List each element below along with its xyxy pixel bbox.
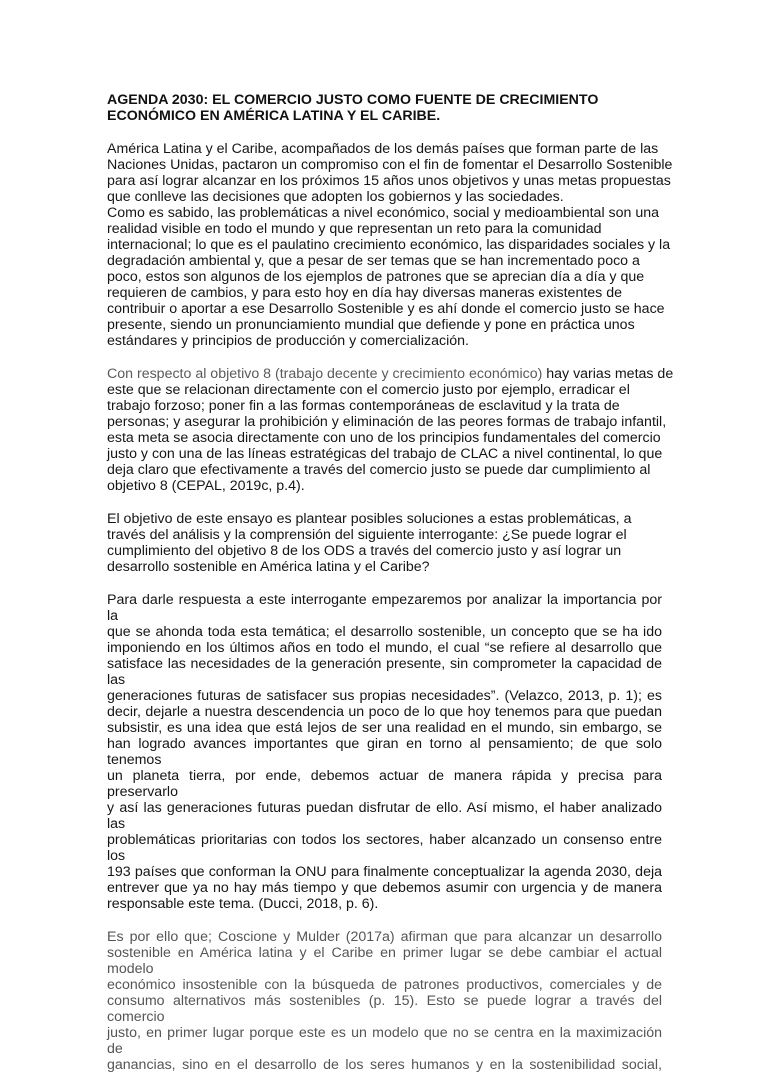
text-line: realidad visible en todo el mundo y que representan un reto para la comunidad <box>107 221 602 237</box>
text-line: satisface las necesidades de la generación presente, sin comprometer la capacidad de las <box>107 656 662 688</box>
text-line: contribuir o aportar a ese Desarrollo Sostenible y es ahí donde el comercio justo se hace <box>107 301 665 317</box>
text-line: económico insostenible con la búsqueda de patrones productivos, comerciales y de <box>107 977 662 993</box>
text-line: Naciones Unidas, pactaron un compromiso con el fin de fomentar el Desarrollo Sostenible <box>107 157 673 173</box>
title-line: ECONÓMICO EN AMÉRICA LATINA Y EL CARIBE. <box>107 108 441 124</box>
text-line: estándares y principios de producción y comercialización. <box>107 333 469 349</box>
text-line: personas; y asegurar la prohibición y eliminación de las peores formas de trabajo infantil, <box>107 414 667 430</box>
text-line: decir, dejarle a nuestra descendencia un poco de lo que hoy tenemos para que puedan <box>107 704 662 720</box>
document-body <box>107 92 674 1090</box>
text-line: cumplimiento del objetivo 8 de los ODS a través del comercio justo y así lograr un <box>107 543 622 559</box>
text-line: El objetivo de este ensayo es plantear posibles soluciones a estas problemáticas, a <box>107 511 632 527</box>
text-line: esta meta se asocia directamente con uno de los principios fundamentales del comercio <box>107 430 661 446</box>
text-line: consumo alternativos más sostenibles (p. 15). Esto se puede lograr a través del comercio <box>107 993 662 1025</box>
text-line: justo y con una de las líneas estratégicas del trabajo de CLAC a nivel continental, lo que <box>107 446 663 462</box>
text-line: Es por ello que; Coscione y Mulder (2017a) afirman que para alcanzar un desarrollo <box>107 929 662 945</box>
text-line: entrever que ya no hay más tiempo y que debemos asumir con urgencia y de manera <box>107 880 662 896</box>
text-line: desarrollo sostenible en América latina y el Caribe? <box>107 559 430 575</box>
paragraph-intro <box>107 141 673 205</box>
paragraph-sustainable-development <box>107 592 662 912</box>
text-line: objetivo 8 (CEPAL, 2019c, p.4). <box>107 478 305 494</box>
text-line: sostenible en América latina y el Caribe en primer lugar se debe cambiar el actual modelo <box>107 945 662 977</box>
text-line: problemáticas prioritarias con todos los sectores, haber alcanzado un consenso entre los <box>107 832 662 864</box>
text-line: generaciones futuras de satisfacer sus propias necesidades”. (Velazco, 2013, p. 1); es <box>107 688 662 704</box>
text-line: requieren de cambios, y para esto hoy en día hay diversas maneras existentes de <box>107 285 622 301</box>
document-title <box>107 92 662 124</box>
text-line: este que se relacionan directamente con el comercio justo por ejemplo, erradicar el <box>107 382 630 398</box>
text-line: trabajo forzoso; poner fin a las formas contemporáneas de esclavitud y la trata de <box>107 398 620 414</box>
text-line <box>107 366 674 382</box>
text-line: responsable este tema. (Ducci, 2018, p. 6). <box>107 896 379 912</box>
paragraph-essay-objective <box>107 511 662 575</box>
text-line: un planeta tierra, por ende, debemos actuar de manera rápida y precisa para preservarlo <box>107 768 662 800</box>
text-line: América Latina y el Caribe, acompañados de los demás países que forman parte de las <box>107 141 659 157</box>
text-line: justo, en primer lugar porque este es un modelo que no se centra en la maximización de <box>107 1025 662 1057</box>
text-line: 193 países que conforman la ONU para finalmente conceptualizar la agenda 2030, deja <box>107 864 662 880</box>
text-line: degradación ambiental y, que a pesar de ser temas que se han incrementado poco a <box>107 253 640 269</box>
gray-text: Con respecto al objetivo 8 (trabajo decente y crecimiento económico) <box>107 366 543 382</box>
text-line: Como es sabido, las problemáticas a nivel económico, social y medioambiental son una <box>107 205 660 221</box>
paragraph-context <box>107 205 671 349</box>
text-line: través del análisis y la comprensión del siguiente interrogante: ¿Se puede lograr el <box>107 527 627 543</box>
text-line: poco, estos son algunos de los ejemplos de patrones que se aprecian día a día y que <box>107 269 645 285</box>
text-line: internacional; lo que es el paulatino crecimiento económico, las disparidades sociales y la <box>107 237 671 253</box>
title-line: AGENDA 2030: EL COMERCIO JUSTO COMO FUENTE DE CRECIMIENTO <box>107 92 599 108</box>
text-line: ganancias, sino en el desarrollo de los seres humanos y en la sostenibilidad social, <box>107 1057 662 1073</box>
text-line: que conlleve las decisiones que adopten los gobiernos y las sociedades. <box>107 189 564 205</box>
text-line: para así lograr alcanzar en los próximos 15 años unos objetivos y unas metas propuestas <box>107 173 671 189</box>
text-line: han logrado avances importantes que giran en torno al pensamiento; de que solo tenemos <box>107 736 662 768</box>
text-line: imponiendo en los últimos años en todo el mundo, el cual “se refiere al desarrollo que <box>107 640 662 656</box>
text-line: subsistir, es una idea que está lejos de ser una realidad en el mundo, sin embargo, se <box>107 720 662 736</box>
text-line: que se ahonda toda esta temática; el desarrollo sostenible, un concepto que se ha ido <box>107 624 662 640</box>
text: hay varias metas de <box>542 366 674 382</box>
paragraph-objective-8 <box>107 366 674 494</box>
text-line: deja claro que efectivamente a través del comercio justo se puede dar cumplimiento al <box>107 462 651 478</box>
text-line: y así las generaciones futuras puedan disfrutar de ello. Así mismo, el haber analizado las <box>107 800 662 832</box>
paragraph-coscione-mulder <box>107 929 662 1073</box>
text-line: Para darle respuesta a este interrogante empezaremos por analizar la importancia por la <box>107 592 662 624</box>
text-line: presente, siendo un pronunciamiento mundial que defiende y pone en práctica unos <box>107 317 635 333</box>
